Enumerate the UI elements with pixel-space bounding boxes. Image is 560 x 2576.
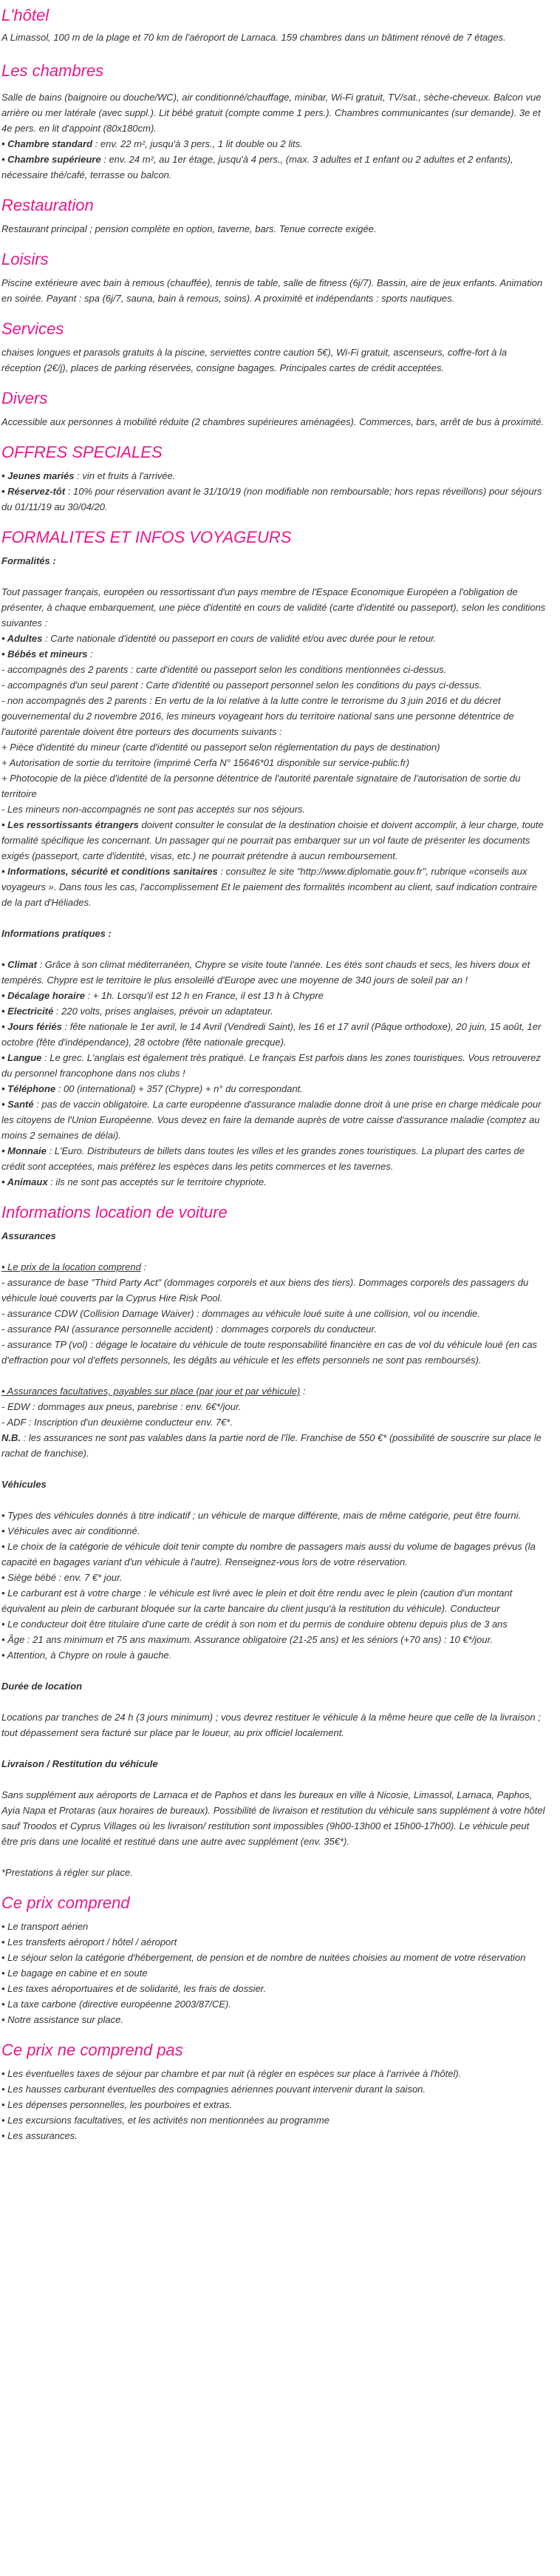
vehicules-line-2: • Véhicules avec air conditionné.: [1, 1525, 140, 1536]
info-jours-feries-label: • Jours fériés: [1, 1021, 62, 1032]
offre-reservez-tot-label: • Réservez-tôt: [1, 486, 66, 497]
comprend-line-4: • Le bagage en cabine et en soute: [1, 1967, 148, 1979]
formalites-informations: [1, 864, 547, 910]
vehicules-line-8: • Attention, à Chypre on roule à gauche.: [1, 1650, 172, 1661]
info-monnaie: [1, 1143, 547, 1174]
info-monnaie-label: • Monnaie: [1, 1145, 47, 1156]
bebes-line-3: - non accompagnés des 2 parents : En vertu de la loi relative à la lutte contre le terrorisme du 3 juin 2016 et du décret gouvernemental du 2 novembre 2016, les mineurs voyageant hors du territoire national sans une personne détentrice de l'autorité parentale doivent être porteurs des documents suivants :: [1, 695, 514, 737]
offre-reservez-tot-text: : 10% pour réservation avant le 31/10/19 (non modifiable non remboursable; hors repas réveillons) pour séjours du 01/11/19 au 30/04/20.: [1, 486, 542, 512]
info-climat-text: : Grâce à son climat méditerranéen, Chypre se visite toute l'année. Les étés sont chauds et secs, les hivers doux et tempérés. Chypre est le territoire le plus ensoleillé d'Europe avec une moyenne de 340 jours de soleil par an !: [1, 959, 530, 986]
formalites-adultes-label: • Adultes: [1, 633, 43, 644]
location-vehicules-subtitle: Véhicules: [1, 1479, 47, 1490]
formalites-bebes-colon: :: [87, 648, 93, 660]
info-animaux: [1, 1174, 547, 1190]
location-prix-comprend-colon: :: [140, 1261, 147, 1272]
loisirs-description: Piscine extérieure avec bain à remous (chauffée), tennis de table, salle de fitness (6j/7). Bassin, aire de jeux enfants. Animation en soirée. Payant : spa (6j/7, sauna, bain à remous, soins). A proximité et indépendants : sports nautiques.: [1, 277, 543, 304]
formalites-adultes-text: : Carte nationale d'identité ou passeport en cours de validité et/ou avec durée pour le retour.: [42, 633, 437, 644]
info-decalage-label: • Décalage horaire: [1, 990, 85, 1001]
ne-comprend-line-4: • Les excursions facultatives, et les activités non mentionnées au programme: [1, 2115, 329, 2126]
location-nb-label: N.B.: [1, 1432, 21, 1443]
info-animaux-label: • Animaux: [1, 1176, 48, 1187]
info-electricite: [1, 1003, 547, 1019]
section-title-restauration: Restauration: [1, 196, 94, 214]
vehicules-line-4: • Siège bébé : env. 7 €* jour.: [1, 1572, 123, 1583]
location-prix-line-3: - assurance PAI (assurance personnelle accident) : dommages corporels du conducteur.: [1, 1323, 377, 1335]
info-sante-text: : pas de vaccin obligatoire. La carte européenne d'assurance maladie donne droit à une prise en charge médicale pour les citoyens de l'Union Européenne. Vous devez en faire la demande auprès de votre caisse d'assurance maladie (comptez au moins 2 semaines de délai).: [1, 1099, 542, 1141]
info-langue-text: : Le grec. L'anglais est également très pratiqué. Le français Est parfois dans les zones touristiques. Vous retrouverez du personnel francophone dans nos clubs !: [1, 1052, 541, 1079]
formalites-bebes: [1, 646, 547, 662]
location-livraison-subtitle: Livraison / Restitution du véhicule: [1, 1758, 158, 1769]
restauration-description: Restaurant principal ; pension complète en option, taverne, bars. Tenue correcte exigée.: [1, 223, 377, 234]
services-description: chaises longues et parasols gratuits à la piscine, serviettes contre caution 5€), Wi-Fi gratuit, ascenseurs, coffre-fort à la réception (2€/j), places de parking réservées, consigne bagages. Principales cartes de crédit acceptées.: [1, 347, 508, 373]
location-assurances-subtitle: Assurances: [1, 1230, 56, 1241]
chambre-standard-text: : env. 22 m², jusqu'à 3 pers., 1 lit double ou 2 lits.: [92, 138, 303, 149]
comprend-line-3: • Le séjour selon la catégorie d'hébergement, de pension et de nombre de nuitées choisies au moment de votre réservation: [1, 1952, 526, 1963]
divers-description: Accessible aux personnes à mobilité réduite (2 chambres supérieures aménagées). Commerces, bars, arrêt de bus à proximité.: [1, 416, 544, 427]
vehicules-line-5: • Le carburant est à votre charge : le véhicule est livré avec le plein et doit être rendu avec le plein (caution d'un montant équivalent au plein de carburant bloquée sur la carte bancaire du client jusqu'à la restitution du véhicule). Conducteur: [1, 1587, 513, 1614]
section-title-prix-comprend: Ce prix comprend: [1, 1894, 130, 1912]
chambre-standard: [1, 136, 547, 152]
location-prix-comprend: [1, 1259, 547, 1275]
bebes-line-1: - accompagnés des 2 parents : carte d'identité ou passeport selon les conditions mentionnées ci-dessus.: [1, 664, 447, 675]
location-nb-text: : les assurances ne sont pas valables dans la partie nord de l'île. Franchise de 550 €* (possibilité de souscrire sur place le rachat de franchise).: [1, 1432, 542, 1459]
location-prix-line-4: - assurance TP (vol) : dégage le locataire du véhicule de toute responsabilité financière en cas de vol du véhicule loué (en cas d'effraction pour vol d'effets personnels, les dégâts au véhicule et les effets personnels ne sont pas remboursés).: [1, 1339, 538, 1366]
vehicules-line-3: • Le choix de la catégorie de véhicule doit tenir compte du nombre de passagers mais aussi du volume de bagages prévus (la capacité en bagages variant d'un véhicule à l'autre). Renseignez-vous lors de votre réservation.: [1, 1541, 536, 1567]
section-title-hotel: L'hôtel: [1, 6, 49, 24]
info-langue: [1, 1050, 547, 1081]
vehicules-line-7: • Âge : 21 ans minimum et 75 ans maximum. Assurance obligatoire (21-25 ans) et les séniors (+70 ans) : 10 €*/jour.: [1, 1634, 494, 1645]
info-telephone-label: • Téléphone: [1, 1083, 56, 1094]
location-assurances-facultatives-colon: :: [300, 1386, 306, 1397]
chambre-standard-label: • Chambre standard: [1, 138, 93, 149]
info-langue-label: • Langue: [1, 1052, 42, 1063]
location-duree-subtitle: Durée de location: [1, 1681, 83, 1692]
location-prix-comprend-label: • Le prix de la location comprend: [1, 1261, 141, 1272]
offre-reservez-tot: [1, 484, 547, 515]
chambre-superieure: [1, 152, 547, 183]
section-title-chambres: Les chambres: [1, 61, 104, 80]
info-electricite-text: : 220 volts, prises anglaises, prévoir un adaptateur.: [53, 1006, 273, 1017]
ne-comprend-line-5: • Les assurances.: [1, 2130, 78, 2141]
info-climat: [1, 957, 547, 988]
ne-comprend-line-3: • Les dépenses personnelles, les pourboires et extras.: [1, 2099, 233, 2110]
offre-jeunes-maries-label: • Jeunes mariés: [1, 470, 75, 481]
comprend-line-5: • Les taxes aéroportuaires et de solidarité, les frais de dossier.: [1, 1983, 267, 1994]
location-duree-text: Locations par tranches de 24 h (3 jours minimum) ; vous devrez restituer le véhicule à la même heure que celle de la livraison ; tout dépassement sera facturé sur place par le loueur, au prix officiel localement.: [1, 1712, 541, 1738]
section-title-services: Services: [1, 319, 64, 338]
info-monnaie-text: : L'Euro. Distributeurs de billets dans toutes les villes et les grandes zones touristiques. La plupart des cartes de crédit sont acceptées, mais préférez les espèces dans les petits commerces et les tavernes.: [1, 1145, 525, 1172]
section-title-formalites: FORMALITES ET INFOS VOYAGEURS: [1, 528, 292, 546]
location-livraison-text: Sans supplément aux aéroports de Larnaca et de Paphos et dans les bureaux en ville à Nicosie, Limassol, Larnaca, Paphos, Ayia Napa et Protaras (aux horaires de bureaux). Possibilité de livraison et restitution du véhicule sans supplément à votre hôtel sauf Troodos et Cyprus Villages où les livraison/ restitution sont impossibles (9h00-13h00 et 15h00-17h00). Le véhicule peut être pris dans une localité et restitué dans une autre avec supplément (env. 35€*).: [1, 1789, 545, 1847]
section-title-offres: OFFRES SPECIALES: [1, 443, 163, 461]
offre-jeunes-maries: [1, 468, 547, 484]
formalites-etrangers-label: • Les ressortissants étrangers: [1, 819, 139, 830]
location-prestations-note: *Prestations à régler sur place.: [1, 1867, 133, 1878]
offre-jeunes-maries-text: : vin et fruits à l'arrivée.: [74, 470, 176, 481]
formalites-etrangers: [1, 817, 547, 864]
formalites-bebes-label: • Bébés et mineurs: [1, 648, 88, 660]
hotel-description: A Limassol, 100 m de la plage et 70 km de l'aéroport de Larnaca. 159 chambres dans un bâtiment rénové de 7 étages.: [1, 32, 506, 43]
info-jours-feries: [1, 1019, 547, 1050]
section-title-loisirs: Loisirs: [1, 250, 49, 268]
info-telephone-text: : 00 (international) + 357 (Chypre) + n° du correspondant.: [55, 1083, 303, 1094]
bebes-line-6: + Photocopie de la pièce d'identité de la personne détentrice de l'autorité parentale signataire de l'autorisation de sortie du territoire: [1, 773, 521, 799]
info-electricite-label: • Electricité: [1, 1006, 54, 1017]
vehicules-line-6: • Le conducteur doit être titulaire d'une carte de crédit à son nom et du permis de conduire obtenu depuis plus de 3 ans: [1, 1619, 508, 1630]
chambres-description: Salle de bains (baignoire ou douche/WC), air conditionné/chauffage, minibar, Wi-Fi gratuit, TV/sat., sèche-cheveux. Balcon vue arrière ou mer latérale (avec suppl.). Lit bébé gratuit (compte comme 1 pers.). Chambres communicantes (sur demande). 3e et 4e pers. en lit d'appoint (80x180cm).: [1, 92, 542, 134]
informations-pratiques-subtitle: Informations pratiques :: [1, 928, 112, 939]
section-title-divers: Divers: [1, 389, 48, 407]
formalites-informations-text: : consultez le site "http://www.diplomatie.gouv.fr", rubrique «conseils aux voyageurs ». Dans tous les cas, l'accomplissement Et le paiement des formalités incombent au client, sauf indication contraire de la part d'Héliades.: [1, 866, 538, 908]
location-prix-line-2: - assurance CDW (Collision Damage Waiver) : dommages au véhicule loué suite à une collision, vol ou incendie.: [1, 1308, 480, 1319]
info-animaux-text: : ils ne sont pas acceptés sur le territoire chypriote.: [47, 1176, 267, 1187]
formalites-informations-label: • Informations, sécurité et conditions sanitaires: [1, 866, 218, 877]
location-nb: [1, 1430, 547, 1461]
formalites-intro: Tout passager français, européen ou ressortissant d'un pays membre de l'Espace Economique Européen a l'obligation de présenter, à chaque embarquement, une pièce d'identité en cours de validité (carte d'identité ou passeport), selon les conditions suivantes :: [1, 586, 546, 628]
comprend-line-1: • Le transport aérien: [1, 1921, 89, 1932]
ne-comprend-line-2: • Les hausses carburant éventuelles des compagnies aériennes pouvant intervenir durant la saison.: [1, 2084, 426, 2095]
info-decalage: [1, 988, 547, 1003]
formalites-subtitle: Formalités :: [1, 555, 56, 566]
bebes-line-5: + Autorisation de sortie du territoire (imprimé Cerfa N° 15646*01 disponible sur service-public.fr): [1, 757, 410, 768]
info-climat-label: • Climat: [1, 959, 37, 970]
bebes-line-2: - accompagnés d'un seul parent : Carte d'identité ou passeport personnel selon les conditions du pays ci-dessus.: [1, 679, 482, 691]
location-fac-line-1: - EDW : dommages aux pneus, parebrise : env. 6€*/jour.: [1, 1401, 242, 1412]
ne-comprend-line-1: • Les éventuelles taxes de séjour par chambre et par nuit (à régler en espèces sur place à l'arrivée à l'hôtel).: [1, 2068, 462, 2079]
vehicules-line-1: • Types des véhicules donnés à titre indicatif ; un véhicule de marque différente, mais de même catégorie, peut être fourni.: [1, 1510, 522, 1521]
location-prix-line-1: - assurance de base "Third Party Act" (dommages corporels et aux biens des tiers). Dommages corporels des passagers du véhicule loué couverts par la Cyprus Hire Risk Pool.: [1, 1277, 529, 1304]
info-jours-feries-text: : fête nationale le 1er avril, le 14 Avril (Vendredi Saint), les 16 et 17 avril (Pâque orthodoxe), 20 juin, 15 août, 1er octobre (fête d'indépendance), 28 octobre (fête nationale grecque).: [1, 1021, 542, 1048]
formalites-etrangers-text: doivent consulter le consulat de la destination choisie et doivent accomplir, à leur charge, toute formalité spécifique les concernant. Un passager qui ne pourrait pas embarquer sur un vol faute de présenter les documents exigés (passeport, carte d'identité, visas, etc.) ne pourrait prétendre à aucun remboursement.: [1, 819, 544, 861]
location-fac-line-2: - ADF : Inscription d'un deuxième conducteur env. 7€*.: [1, 1417, 233, 1428]
info-sante: [1, 1097, 547, 1143]
comprend-line-2: • Les transferts aéroport / hôtel / aéroport: [1, 1936, 177, 1948]
location-assurances-facultatives-label: • Assurances facultatives, payables sur place (par jour et par véhicule): [1, 1386, 301, 1397]
section-title-prix-ne-comprend-pas: Ce prix ne comprend pas: [1, 2041, 183, 2059]
chambre-superieure-label: • Chambre supérieure: [1, 154, 101, 165]
info-decalage-text: : + 1h. Lorsqu'il est 12 h en France, il est 13 h à Chypre: [84, 990, 324, 1001]
info-sante-label: • Santé: [1, 1099, 34, 1110]
comprend-line-7: • Notre assistance sur place.: [1, 2014, 123, 2025]
chambre-superieure-text: : env. 24 m², au 1er étage, jusqu'à 4 pers., (max. 3 adultes et 1 enfant ou 2 adultes et 2 enfants), nécessaire thé/café, terrasse ou balcon.: [1, 154, 513, 180]
section-title-location: Informations location de voiture: [1, 1203, 228, 1221]
location-assurances-facultatives: [1, 1383, 547, 1399]
formalites-adultes: [1, 631, 547, 646]
bebes-line-7: - Les mineurs non-accompagnés ne sont pas acceptés sur nos séjours.: [1, 804, 306, 815]
bebes-line-4: + Pièce d'identité du mineur (carte d'identité ou passeport selon réglementation du pays de destination): [1, 742, 440, 753]
info-telephone: [1, 1081, 547, 1097]
comprend-line-6: • La taxe carbone (directive européenne 2003/87/CE).: [1, 1999, 231, 2010]
